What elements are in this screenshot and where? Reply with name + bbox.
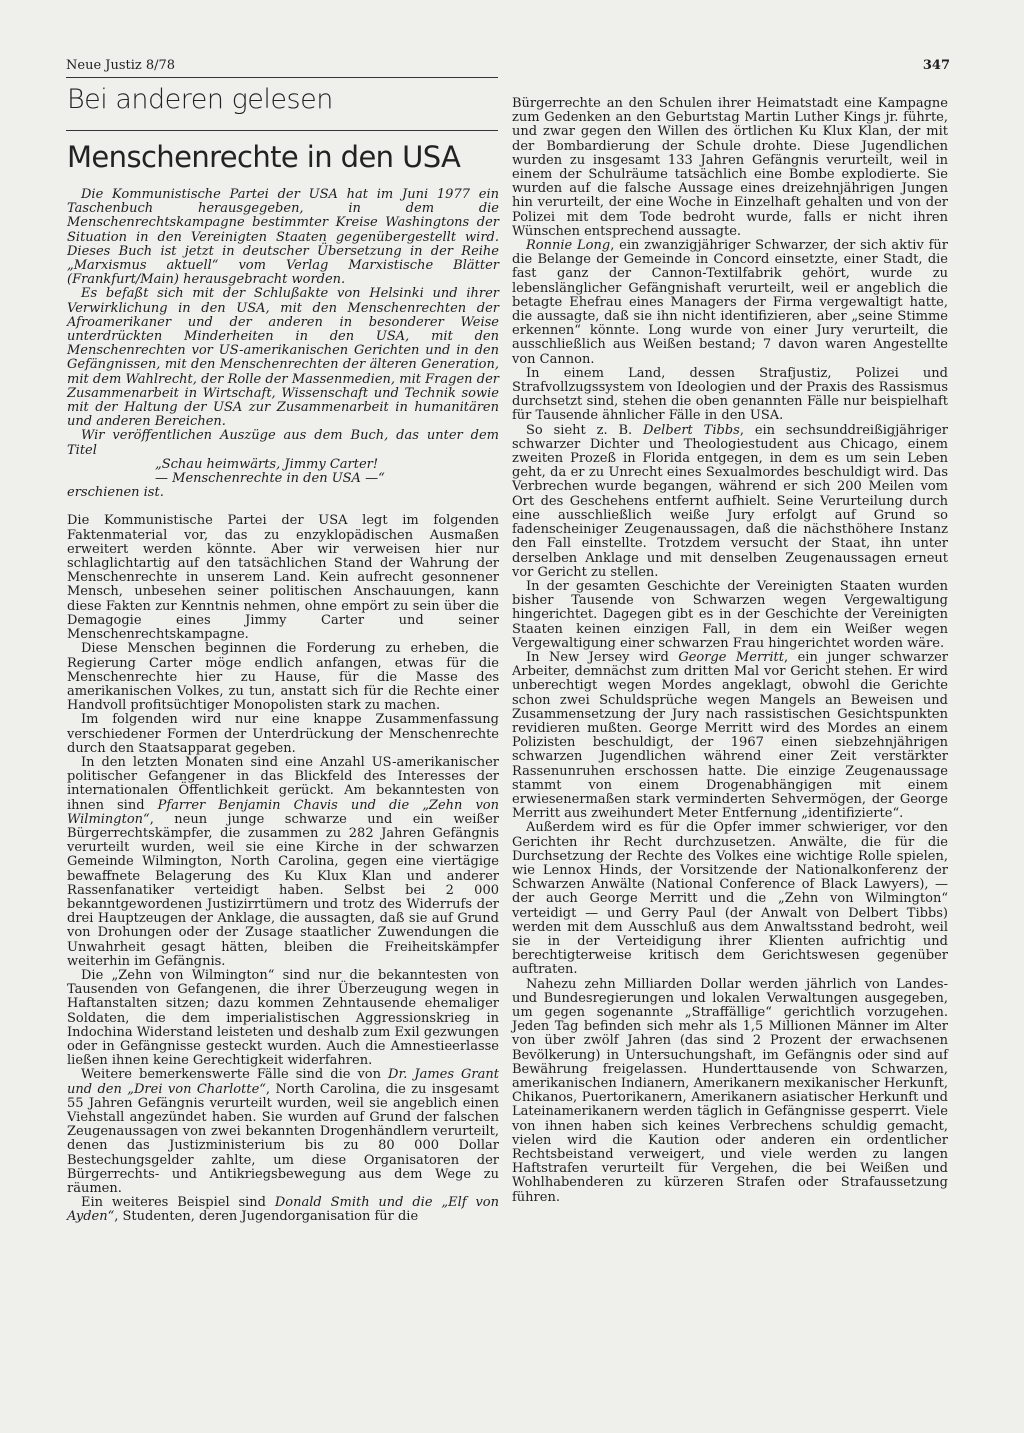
journal-issue: Neue Justiz 8/78	[66, 58, 176, 73]
body-paragraph: Bürgerrechte an den Schulen ihrer Heimatstadt eine Kampagne zum Gedenken an den Geburtstag Martin Luther Kings jr. führte, und zwar gegen den Willen des örtlichen Ku Klux Klan, der mit der Bombardierung der Schule drohte. Diese Jugendlichen wurden zu insgesamt 133 Jahren Gefängnis verurteilt, weil in einem der Schulräume tatsächlich eine Bombe explodierte. Sie wurden auf die falsche Aussage eines dreizehnjährigen Jungen hin verurteilt, der eine Woche in Einzelhaft gehalten und von der Polizei mit dem Tode bedroht wurde, falls er nicht ihren Wünschen entsprechend aussagte.	[512, 96, 948, 239]
book-title-line: — Menschenrechte in den USA —“	[155, 471, 385, 487]
article-title: Menschenrechte in den USA	[67, 140, 461, 174]
text-run: In den letzten Monaten sind eine Anzahl US-amerikanischer politischer Gefangener in das Blickfeld des Interesses der internationalen Öffentlichkeit gerückt. Am bekanntesten von ihnen sind	[67, 754, 499, 813]
emphasis: George Merritt	[678, 649, 784, 665]
section-kicker: Bei anderen gelesen	[67, 84, 333, 115]
emphasis: Delbert Tibbs	[643, 422, 740, 438]
text-run: , neun junge schwarze und ein weißer Bürgerrechtskämpfer, die zusammen zu 282 Jahren Gefängnis verurteilt wurden, weil sie eine Kirche in der schwarzen Gemeinde Wilmington, North Carolina, gegen eine viertägige bewaffnete Belagerung des Ku Klux Klan und anderer Rassenfanatiker verteidigt haben. Selbst bei 2 000 bekanntgewordenen Justizirrtümern und trotz des Widerrufs der drei Hauptzeugen der Anklage, die aussagten, daß sie auf Grund von Drohungen oder der Zusage staatlicher Zuwendungen die Unwahrheit gesagt hätten, bleiben die Freiheitskämpfer weiterhin im Gefängnis.	[67, 811, 499, 969]
text-run: Ein weiteres Beispiel sind	[81, 1195, 275, 1211]
intro-paragraph: Die Kommunistische Partei der USA hat im Juni 1977 ein Taschenbuch herausgegeben, in dem die Menschenrechtskampagne bestimmter Kreise Washingtons der Situation in den Vereinigten Staaten gegenübergestellt wird. Dieses Buch ist jetzt in deutscher Übersetzung in der Reihe „Marxismus aktuell“ vom Verlag Marxistische Blätter (Frankfurt/Main) herausgebracht worden.	[67, 187, 499, 288]
text-run: In New Jersey wird	[526, 649, 679, 665]
body-paragraph: Die Kommunistische Partei der USA legt im folgenden Faktenmaterial vor, das zu enzyklopädischen Ausmaßen erweitert werden könnte. Aber wir verweisen hier nur schlaglichtartig auf den tatsächlichen Stand der Wahrung der Menschenrechte in unserem Land. Kein aufrecht gesonnener Mensch, unbesehen seiner politischen Anschauungen, kann diese Fakten zur Kenntnis nehmen, ohne empört zu sein über die Demagogie eines Jimmy Carter und seiner Menschenrechtskampagne.	[67, 513, 499, 643]
body-paragraph: Die „Zehn von Wilmington“ sind nur die bekanntesten von Tausenden von Gefangenen, die ihrer Überzeugung wegen in Haftanstalten sitzen; dazu kommen Zehntausende ehemaliger Soldaten, die dem imperialistischen Aggressionskrieg in Indochina Widerstand leisteten und deshalb zum Exil gezwungen oder in Gefängnisse gesteckt wurden. Auch die Amnestieerlasse ließen ihnen keine Gerechtigkeit widerfahren.	[67, 967, 499, 1069]
text-run: , North Carolina, die zu insgesamt 55 Jahren Gefängnis verurteilt wurden, weil sie angeblich einen Viehstall angezündet haben. Sie wurden auf Grund der falschen Zeugenaussagen von zwei bekannten Drogenhändlern verurteilt, denen das Justizministerium bis zu 80 000 Dollar Bestechungsgelder zahlte, um diese Organisatoren der Bürgerrechts- und Antikriegsbewegung aus dem Wege zu räumen.	[67, 1081, 500, 1197]
text-run: Weitere bemerkenswerte Fälle sind die von	[81, 1067, 389, 1083]
kicker-rule	[66, 130, 498, 131]
intro-block	[67, 188, 499, 500]
left-column	[67, 188, 499, 1225]
body-paragraph: In der gesamten Geschichte der Vereinigten Staaten wurden bisher Tausende von Schwarzen wegen Vergewaltigung hingerichtet. Dagegen gibt es in der Geschichte der Vereinigten Staaten keinen einzigen Fall, in dem ein Weißer wegen Vergewaltigung einer schwarzen Frau hingerichtet worden wäre.	[512, 578, 948, 651]
emphasis: Ronnie Long	[526, 238, 611, 254]
body-paragraph	[67, 1196, 499, 1224]
page-number: 347	[922, 58, 950, 73]
text-run: , ein sechsunddreißigjähriger schwarzer Dichter und Theologiestudent aus Chicago, einem zweiten Prozeß in Florida entgegen, in dem es um sein Leben geht, da er zu Unrecht eines Sexualmordes beschuldigt wird. Das Verbrechen wurde begangen, während er sich 200 Meilen vom Ort des Geschehens entfernt aufhielt. Seine Verurteilung durch eine ausschließlich weiße Jury erfolgt auf Grund so fadenscheiniger Zeugenaussagen, daß die nächsthöhere Instanz den Fall einstellte. Trotzdem versucht der Staat, ihn unter derselben Anklage und mit denselben Zeugenaussagen erneut vor Gericht zu stellen.	[512, 422, 948, 580]
intro-paragraph: Wir veröffentlichen Auszüge aus dem Buch, das unter dem Titel	[67, 428, 499, 458]
body-paragraph	[512, 239, 948, 367]
book-title-line: „Schau heimwärts, Jimmy Carter!	[155, 456, 379, 472]
emphasis: Donald Smith und die „Elf von Ayden“	[67, 1195, 499, 1225]
header-rule	[66, 77, 498, 78]
right-column	[512, 97, 948, 1205]
text-run: , ein zwanzigjähriger Schwarzer, der sich aktiv für die Belange der Gemeinde in Concord einsetzte, einer Stadt, die fast ganz der Cannon-Textilfabrik gehört, wurde zu lebenslänglicher Gefängnishaft verurteilt, weil er angeblich die betagte Ehefrau eines Managers der Firma vergewaltigt hatte, die aussagte, daß sie ihn nicht identifizieren, aber „seine Stimme erkennen“ könnte. Long wurde von einer Jury verurteilt, die ausschließlich aus Weißen bestand; 7 davon waren Angestellte von Cannon.	[512, 238, 949, 367]
body-paragraph: Nahezu zehn Milliarden Dollar werden jährlich von Landes- und Bundesregierungen und lokalen Verwaltungen ausgegeben, um gegen sogenannte „Straffällige“ gerichtlich vorzugehen. Jeden Tag befinden sich mehr als 1,5 Millionen Männer im Alter von über zwölf Jahren (das sind 2 Prozent der erwachsenen Bevölkerung) in Untersuchungshaft, im Gefängnis oder sind auf Bewährung freigelassen. Hunderttausende von Schwarzen, amerikanischen Indianern, Amerikanern mexikanischer Herkunft, Chikanos, Puertorikanern, Amerikanern asiatischer Herkunft und Lateinamerikanern werden täglich in Gefängnisse gesperrt. Viele von ihnen haben sich keines Verbrechens schuldig gemacht, vielen wird die Kaution oder anderen ein ordentlicher Rechtsbeistand verweigert, und viele werden zu langen Haftstrafen verurteilt für Vergehen, die bei Weißen und Wohlhabenderen zu kürzeren Strafen oder Strafaussetzung führen.	[512, 976, 948, 1205]
text-run: , Studenten, deren Jugendorganisation für die	[114, 1209, 419, 1225]
body-paragraph	[67, 756, 499, 969]
book-title-quote	[67, 458, 499, 486]
body-paragraph	[512, 651, 948, 821]
body-paragraph: Diese Menschen beginnen die Forderung zu erheben, die Regierung Carter möge endlich anfangen, etwas für die Menschenrechte hier zu Hause, für die Masse des amerikanischen Volkes, zu tun, anstatt sich für die Rechte einer Handvoll profitsüchtiger Monopolisten stark zu machen.	[67, 641, 499, 714]
body-paragraph	[512, 424, 948, 580]
body-paragraph: Außerdem wird es für die Opfer immer schwieriger, vor den Gerichten ihr Recht durchzusetzen. Anwälte, die für die Durchsetzung der Rechte des Volkes eine wichtige Rolle spielen, wie Lennox Hinds, der Vorsitzende der Nationalkonferenz der Schwarzen Anwälte (National Conference of Black Lawyers), — der auch George Merritt und die „Zehn von Wilmington“ verteidigt — und Gerry Paul (der Anwalt von Delbert Tibbs) werden mit dem Ausschluß aus dem Anwaltsstand bedroht, weil sie in der Verteidigung ihrer Klienten aufrichtig und berechtigterweise kritisch dem Gerichtswesen gegenüber auftraten.	[512, 820, 948, 978]
intro-paragraph: Es befaßt sich mit der Schlußakte von Helsinki und ihrer Verwirklichung in den USA, mit den Menschenrechten der Afroamerikaner und der anderen in besonderer Weise unterdrückten Minderheiten in den USA, mit den Menschenrechten vor US-amerikanischen Gerichten und in den Gefängnissen, mit den Menschenrechten der älteren Generation, mit dem Wahlrecht, der Rolle der Massenmedien, mit Fragen der Zusammenarbeit in Wirtschaft, Wissenschaft und Technik sowie mit der Haltung der USA zur Zusammenarbeit in humanitären und anderen Bereichen.	[67, 286, 499, 430]
running-header	[66, 58, 950, 78]
body-paragraph: In einem Land, dessen Strafjustiz, Polizei und Strafvollzugssystem von Ideologien und der Praxis des Rassismus durchsetzt sind, stehen die oben genannten Fälle nur beispielhaft für Tausende ähnlicher Fälle in den USA.	[512, 365, 948, 424]
emphasis: Dr. James Grant und den „Drei von Charlotte“	[67, 1067, 499, 1097]
body-paragraph: Im folgenden wird nur eine knappe Zusammenfassung verschiedener Formen der Unterdrückung der Menschenrechte durch den Staatsapparat gegeben.	[67, 712, 499, 756]
text-run: So sieht z. B.	[526, 422, 644, 438]
body-paragraph	[67, 1068, 499, 1196]
emphasis: Pfarrer Benjamin Chavis und die „Zehn von Wilmington“	[67, 797, 499, 827]
intro-paragraph: erschienen ist.	[67, 485, 164, 501]
text-run: , ein junger schwarzer Arbeiter, demnächst zum dritten Mal vor Gericht stehen. Er wird unberechtigt wegen Mordes angeklagt, obwohl die Gerichte schon zwei Schuldsprüche wegen Mangels an Beweisen und Zusammensetzung der Jury nach rassistischen Gesichtspunkten revidieren mußten. George Merritt wird des Mordes an einem Polizisten beschuldigt, der 1967 einen siebzehnjährigen schwarzen Jugendlichen während einer Zeit verstärkter Rassenunruhen erschossen hatte. Die einzige Zeugenaussage stammt von einem Drogenabhängigen mit einem erwiesenermaßen stark verminderten Sehvermögen, der George Merritt aus zweihundert Meter Entfernung „identifizierte“.	[512, 649, 948, 822]
